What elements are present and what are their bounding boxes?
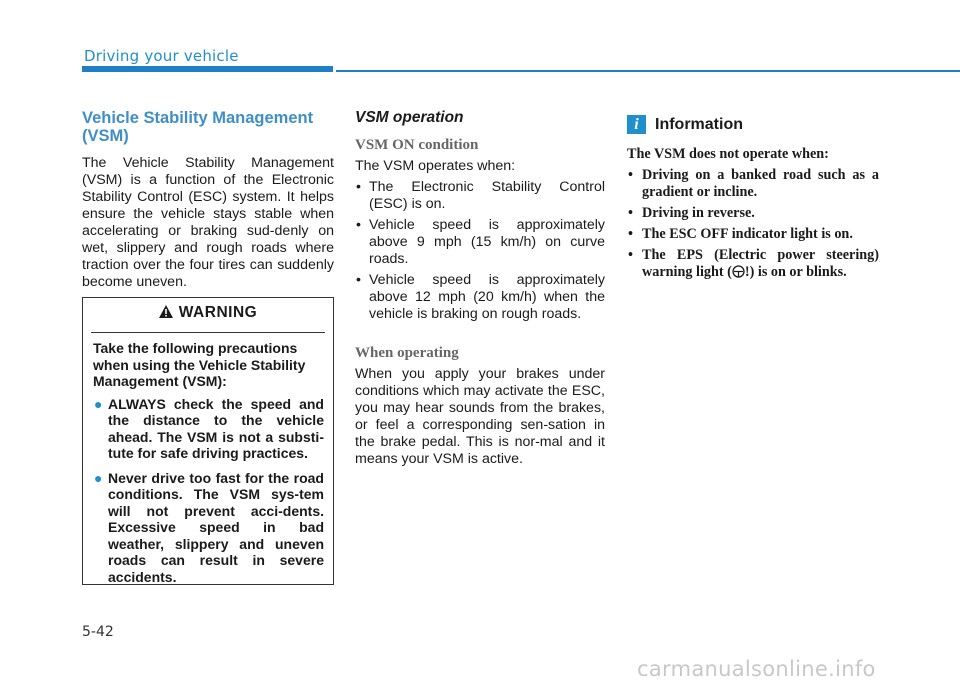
bullet-icon: • <box>356 217 361 233</box>
info-header <box>627 115 879 134</box>
vsm-section-title: Vehicle Stability Management (VSM) <box>82 109 314 145</box>
list-item <box>627 205 879 222</box>
list-item <box>627 167 879 201</box>
info-icon: i <box>627 115 646 134</box>
warning-box <box>82 297 334 585</box>
warning-divider <box>91 332 325 333</box>
warning-label: WARNING <box>178 304 258 321</box>
warning-item <box>93 470 324 586</box>
list-item-text: Driving in reverse. <box>642 205 755 221</box>
list-item-text: The ESC OFF indicator light is on. <box>642 226 853 242</box>
list-item <box>355 272 605 323</box>
watermark: carmanualsonline.info <box>637 657 876 681</box>
list-item-text: Vehicle speed is approximately above 9 mph (15 km/h) on curve roads. <box>369 217 605 267</box>
info-list <box>627 167 879 281</box>
list-item <box>355 179 605 213</box>
warning-item-text: Never drive too fast for the road conditions. The VSM sys-tem will not prevent acci-dents. Excessive speed in bad weather, slippery and uneven roads can result in severe accidents. <box>108 469 324 585</box>
information-panel <box>627 115 879 285</box>
page-number: 5-42 <box>82 624 114 640</box>
when-operating-text: When you apply your brakes under conditions which may activate the ESC, you may hear sounds from the brakes, or feel a corresponding sen-sation in the brake pedal. This is nor-mal and it means your VSM is active. <box>355 366 605 467</box>
vsm-on-intro: The VSM operates when: <box>355 158 516 174</box>
bullet-icon: ● <box>94 395 103 412</box>
list-item: • The EPS (Electric power steering) warning light ( !) is on or blinks. <box>628 247 879 280</box>
warning-header <box>83 304 333 330</box>
list-item <box>355 217 605 268</box>
eps-text-after: ) is on or blinks. <box>749 264 847 280</box>
bullet-icon: ● <box>94 469 103 486</box>
vsm-on-heading: VSM ON condition <box>355 137 479 153</box>
bullet-icon: • <box>628 205 633 221</box>
bullet-icon: • <box>356 272 361 288</box>
list-item-text: The Electronic Stability Control (ESC) is on. <box>369 179 605 212</box>
vsm-on-list <box>355 179 605 323</box>
warning-triangle-icon <box>159 305 173 318</box>
warning-item-text: ALWAYS check the speed and the distance to the vehicle ahead. The VSM is not a substi-tute for safe driving practices. <box>108 395 324 461</box>
header-rule-thick <box>82 66 333 72</box>
vsm-operation-title: VSM operation <box>355 109 464 126</box>
column-left <box>82 109 334 291</box>
bullet-icon: • <box>356 179 361 195</box>
list-item-text: Vehicle speed is approximately above 12 mph (20 km/h) when the vehicle is braking on rough roads. <box>369 272 605 322</box>
column-middle <box>355 109 605 468</box>
bullet-icon: • <box>628 226 633 242</box>
eps-text-before: The EPS (Electric power steering) warning light ( <box>642 247 879 280</box>
when-operating-heading: When operating <box>355 345 459 361</box>
bullet-icon: • <box>628 247 633 263</box>
steering-warning-icon <box>732 265 745 278</box>
info-intro: The VSM does not operate when: <box>627 146 829 162</box>
list-item <box>627 226 879 243</box>
warning-item <box>93 396 324 462</box>
bullet-icon: • <box>628 167 633 183</box>
warning-intro: Take the following precautions when using the Vehicle Stability Management (VSM): <box>93 340 306 389</box>
list-item-text: Driving on a banked road such as a gradient or incline. <box>642 167 879 200</box>
header-rule-thin <box>336 70 960 72</box>
section-header-title: Driving your vehicle <box>84 47 239 65</box>
info-title: Information <box>655 115 743 133</box>
vsm-description: The Vehicle Stability Management (VSM) is a function of the Electronic Stability Control (ESC) system. It helps ensure the vehicle stays stable when accelerating or braking sud-denly on wet, slippery and rough roads where traction over the four tires can suddenly become uneven. <box>82 155 334 290</box>
warning-body <box>93 340 324 593</box>
